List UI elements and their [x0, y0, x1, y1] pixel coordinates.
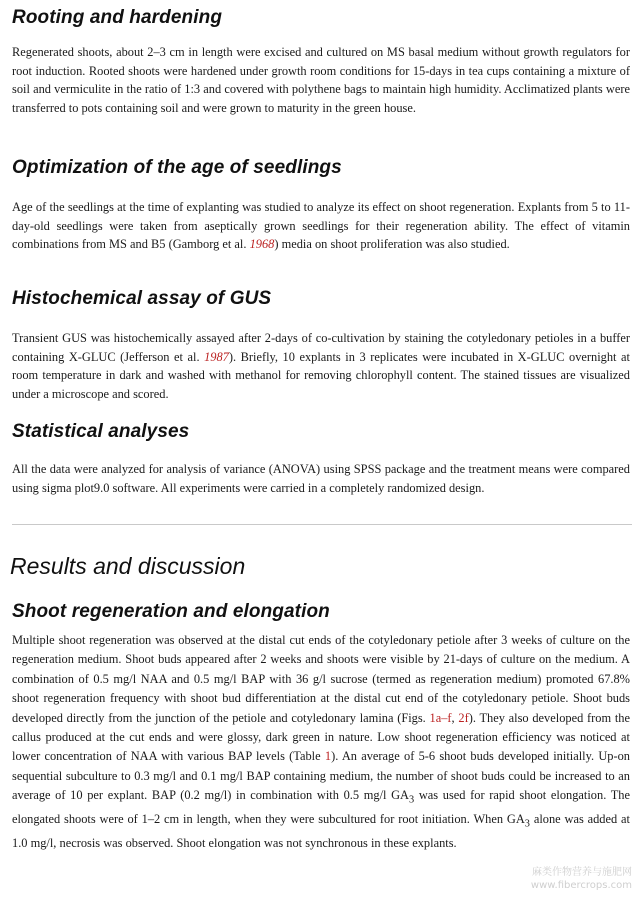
paragraph-seedling-age	[12, 198, 630, 254]
paragraph-statistics: All the data were analyzed for analysis of variance (ANOVA) using SPSS package and the treatment means were compared using sigma plot9.0 software. All experiments were carried in a completely randomized design.	[12, 462, 630, 495]
citation-link[interactable]: 1987	[204, 349, 229, 364]
paragraph-text: ) media on shoot proliferation was also studied.	[274, 237, 510, 252]
section-heading-gus: Histochemical assay of GUS	[12, 288, 272, 309]
watermark-url: www.fibercrops.com	[530, 880, 632, 891]
subscript: 3	[524, 818, 530, 830]
section-heading-statistics: Statistical analyses	[12, 421, 190, 442]
subsection-heading-shoot-regeneration: Shoot regeneration and elongation	[12, 601, 330, 622]
paragraph-text: ). Briefly, 10 explants in 3 replicates were incubated in X-GLUC overnight at room temperature in dark and washed with methanol for removing chlorophyll content. The stained tissues are visualized under a microscope and scored.	[12, 349, 630, 401]
site-watermark	[531, 866, 632, 892]
paragraph-text: Multiple shoot regeneration was observed at the distal cut ends of the cotyledonary petiole after 3 weeks of culture on the regeneration medium. Shoot buds appeared after 2 weeks and shoots were visible by 21-days of culture on the medium. A combination of 0.5 mg/l NAA and 0.5 mg/l BAP with 36 g/l sucrose (termed as regeneration medium) promoted 67.8% shoot regeneration frequency with shoot bud differentiation at the distal cut end of the cotyledonary petiole. Shoot buds developed directly from the junction of the petiole and cotyledonary lamina (Figs.	[12, 633, 630, 725]
paragraph-text: alone was added at 1.0 mg/l, necrosis was observed. Shoot elongation was not synchronous in these explants.	[12, 812, 630, 850]
figure-link[interactable]: 2f	[458, 710, 469, 725]
watermark-title: 麻类作物营养与施肥网	[532, 867, 632, 878]
paragraph-gus	[12, 329, 630, 403]
section-heading-seedling-age: Optimization of the age of seedlings	[12, 157, 342, 178]
paragraph-text: ). An average of 5-6 shoot buds developed initially. Up-on sequential subculture to 0.3 mg/l and 0.1 mg/l BAP containing medium, the number of shoot buds could be increased to an average of 10 per explant. BAP (0.2 mg/l) in combination with 0.5 mg/l GA	[12, 749, 630, 803]
paragraph-rooting: Regenerated shoots, about 2–3 cm in length were excised and cultured on MS basal medium without growth regulators for root induction. Rooted shoots were hardened under growth room conditions for 15-days in tea cups containing a mixture of soil and vermiculite in the ratio of 1:3 and covered with polythene bags to maintain high humidity. Acclimatized plants were transferred to pots containing soil and were grown to maturity in the green house.	[12, 45, 630, 115]
figure-link[interactable]: 1a–f	[429, 710, 452, 725]
results-heading: Results and discussion	[10, 553, 246, 579]
citation-link[interactable]: 1968	[249, 237, 275, 252]
paragraph-text: was used for rapid shoot elongation. The elongated shoots were of 1–2 cm in length, when they were subcultured for root initiation. When GA	[12, 788, 630, 827]
subscript: 3	[409, 794, 415, 806]
paragraph-text: ,	[451, 710, 459, 725]
section-heading-rooting: Rooting and hardening	[12, 7, 223, 28]
table-link[interactable]: 1	[324, 749, 332, 764]
paragraph-text: Transient GUS was histochemically assayed after 2-days of co-cultivation by staining the cotyledonary petioles in a buffer containing X-GLUC (Jefferson et al.	[12, 331, 630, 364]
section-divider	[12, 524, 632, 525]
paragraph-text: Age of the seedlings at the time of explanting was studied to analyze its effect on shoot regeneration. Explants from 5 to 11-day-old seedlings were taken from aseptically grown seedlings for their regeneration ability. The effect of vitamin combinations from MS and B5 (Gamborg et al.	[12, 200, 630, 252]
paragraph-shoot-regeneration	[12, 631, 630, 853]
paragraph-text: ). They also developed from the callus produced at the cut ends and were glossy, dark green in nature. Low shoot regeneration efficiency was noticed at lower concentration of NAA with various BAP levels (Table	[12, 710, 630, 764]
